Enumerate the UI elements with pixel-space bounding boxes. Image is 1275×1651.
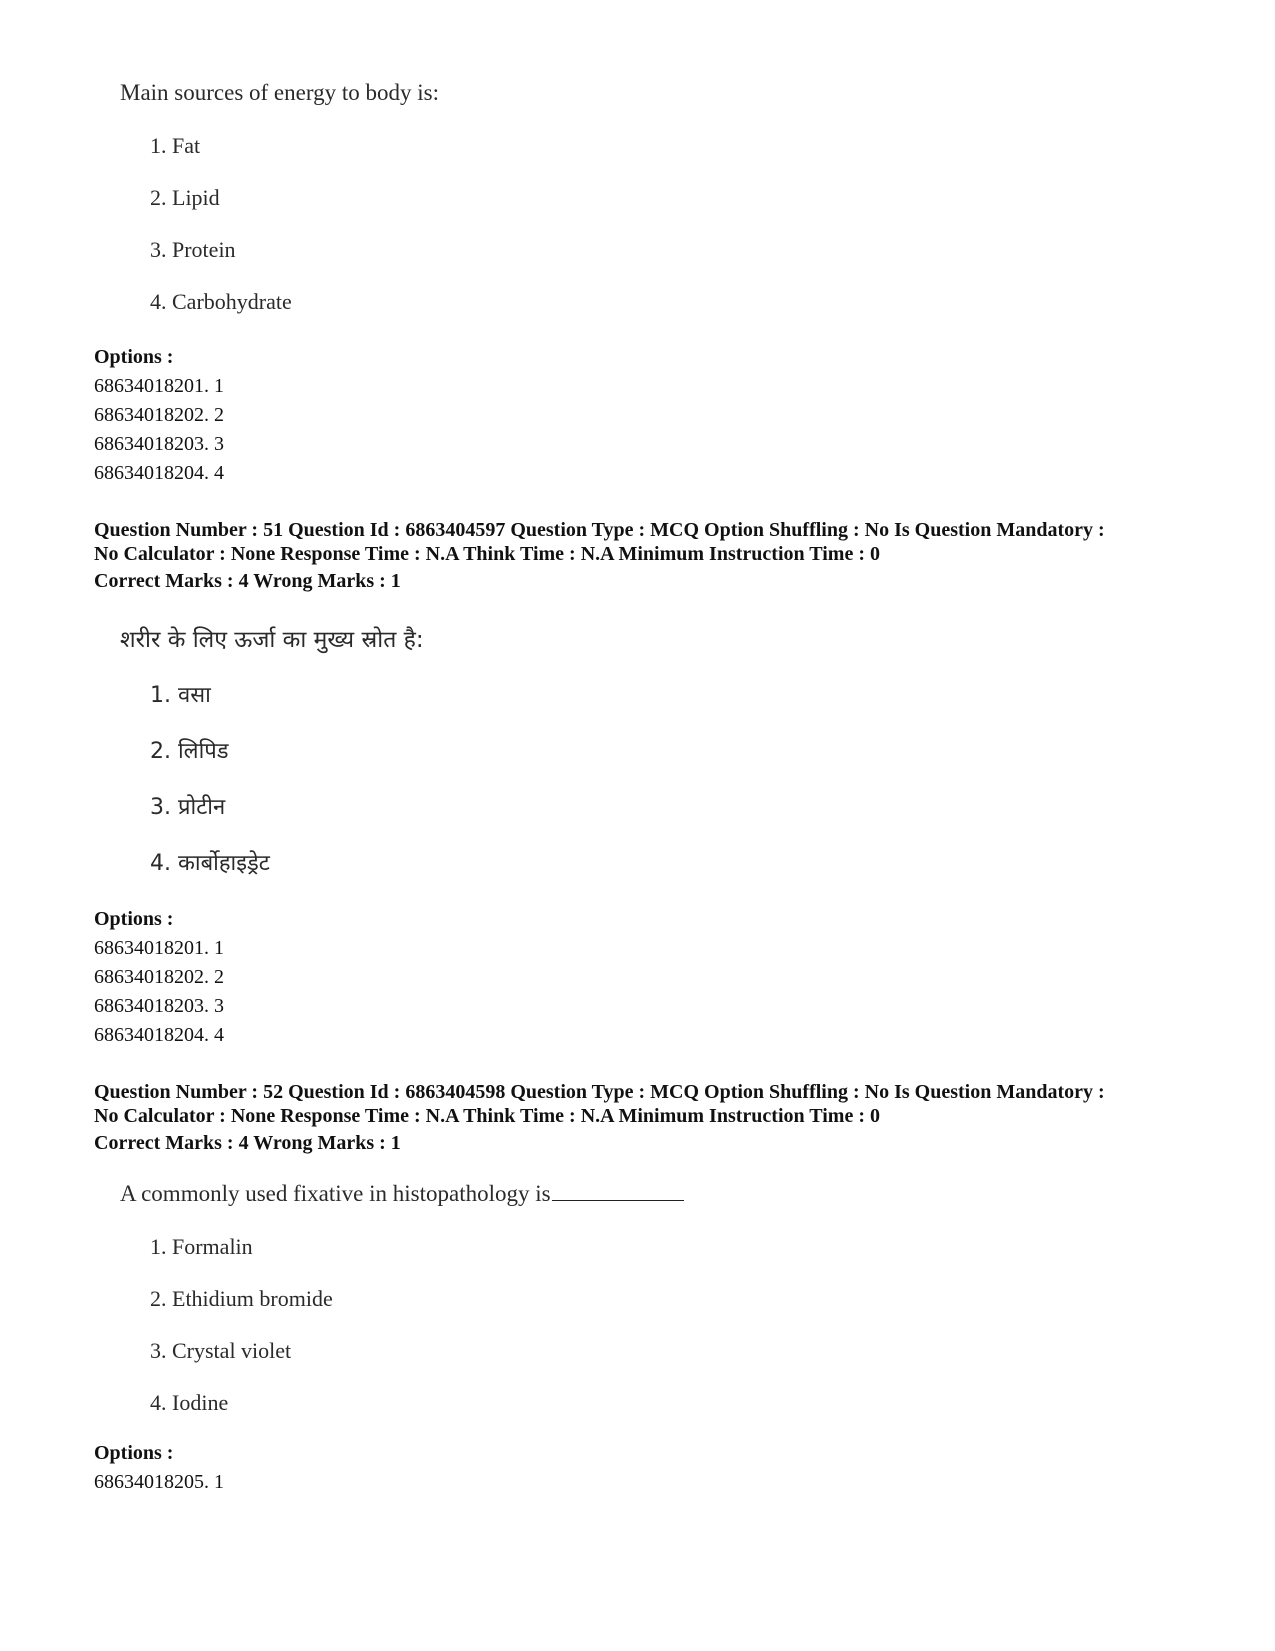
choice-3: 3. Crystal violet — [150, 1338, 292, 1363]
choice-4: 4. कार्बोहाइड्रेट — [150, 851, 270, 876]
question-stem: Main sources of energy to body is: — [120, 80, 439, 105]
option-row: 68634018203. 3 — [94, 995, 224, 1017]
option-row: 68634018201. 1 — [94, 937, 224, 959]
option-row: 68634018202. 2 — [94, 404, 224, 426]
option-row: 68634018204. 4 — [94, 1024, 224, 1046]
question-stem: शरीर के लिए ऊर्जा का मुख्य स्रोत है: — [120, 627, 424, 653]
question-meta-line2: No Calculator : None Response Time : N.A Think Time : N.A Minimum Instruction Time : 0 — [94, 1105, 880, 1127]
choice-1: 1. Fat — [150, 133, 201, 158]
choice-1: 1. वसा — [150, 683, 211, 708]
question-stem — [120, 1181, 684, 1207]
option-row: 68634018204. 4 — [94, 462, 224, 484]
option-row: 68634018202. 2 — [94, 966, 224, 988]
options-label: Options : — [94, 908, 174, 930]
options-label: Options : — [94, 346, 174, 368]
options-block-q50 — [94, 343, 224, 488]
question-marks: Correct Marks : 4 Wrong Marks : 1 — [94, 570, 401, 592]
options-block-q52 — [94, 1439, 224, 1497]
question-meta-line2: No Calculator : None Response Time : N.A Think Time : N.A Minimum Instruction Time : 0 — [94, 543, 880, 565]
question-meta-line1: Question Number : 52 Question Id : 6863404598 Question Type : MCQ Option Shuffling : No Is Question Mandatory : — [94, 1081, 1105, 1103]
choice-3: 3. Protein — [150, 237, 236, 262]
choice-4: 4. Carbohydrate — [150, 289, 292, 314]
choice-4: 4. Iodine — [150, 1390, 229, 1415]
question-marks: Correct Marks : 4 Wrong Marks : 1 — [94, 1132, 401, 1154]
choice-3: 3. प्रोटीन — [150, 795, 226, 820]
choice-2: 2. Ethidium bromide — [150, 1286, 333, 1311]
choice-2: 2. Lipid — [150, 185, 220, 210]
fill-in-blank — [552, 1182, 684, 1201]
option-row: 68634018205. 1 — [94, 1471, 224, 1493]
choice-2: 2. लिपिड — [150, 739, 229, 764]
option-row: 68634018201. 1 — [94, 375, 224, 397]
options-block-q51 — [94, 905, 224, 1050]
options-label: Options : — [94, 1442, 174, 1464]
question-stem-text: A commonly used fixative in histopathology is — [120, 1181, 551, 1206]
option-row: 68634018203. 3 — [94, 433, 224, 455]
choice-1: 1. Formalin — [150, 1234, 253, 1259]
question-meta-line1: Question Number : 51 Question Id : 6863404597 Question Type : MCQ Option Shuffling : No Is Question Mandatory : — [94, 519, 1105, 541]
